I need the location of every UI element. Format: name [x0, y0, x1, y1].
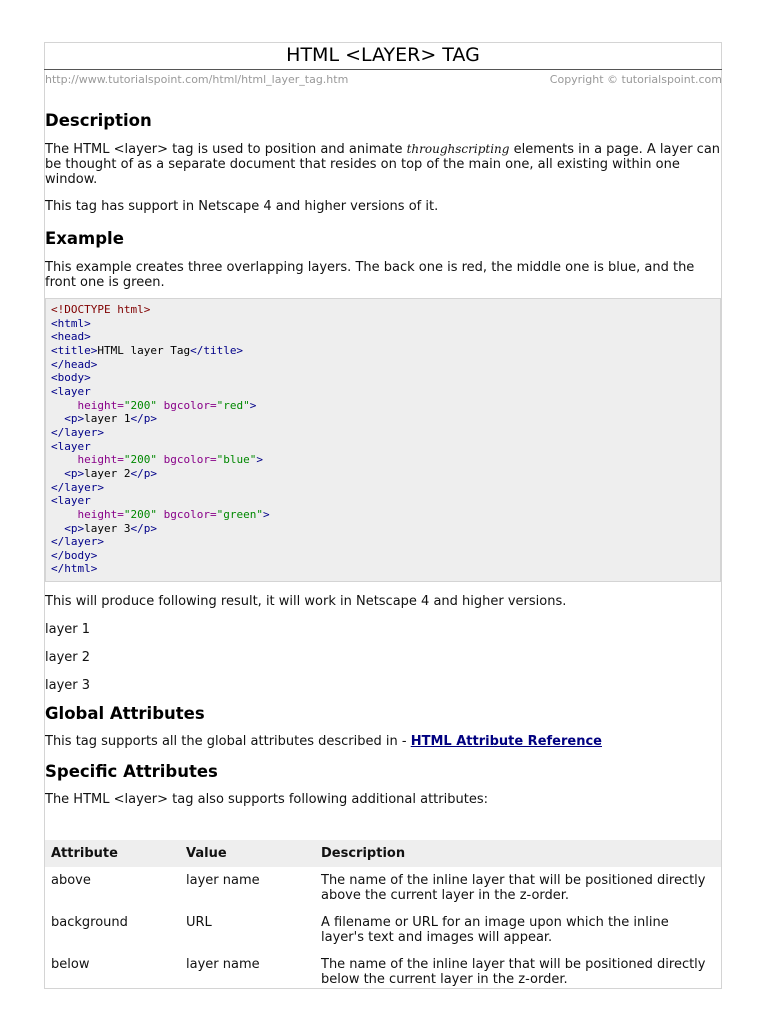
- example-heading: Example: [45, 229, 124, 248]
- cell-description: The name of the inline layer that will be positioned directly above the current layer in the z-order.: [321, 873, 706, 903]
- result-layer-3: layer 3: [45, 678, 91, 693]
- title-bar: [44, 42, 722, 70]
- table-header-row: [45, 840, 721, 867]
- support-note: This tag has support in Netscape 4 and higher versions of it.: [45, 199, 439, 214]
- table-row: [45, 951, 721, 993]
- cell-attribute: below: [51, 957, 90, 972]
- specific-attributes-text: The HTML <layer> tag also supports following additional attributes:: [45, 792, 488, 807]
- cell-attribute: background: [51, 915, 128, 930]
- main-content: [45, 110, 721, 807]
- cell-attribute: above: [51, 873, 91, 888]
- result-note: This will produce following result, it will work in Netscape 4 and higher versions.: [45, 594, 567, 609]
- specific-attributes-heading: Specific Attributes: [45, 762, 218, 781]
- table-row: [45, 867, 721, 909]
- emphasis-term: throughscripting: [406, 142, 510, 156]
- code-block: <!DOCTYPE html> <html> <head> <title>HTML layer Tag</title> </head> <body> <layer height="200" bgcolor="red"> <p>layer 1</p> </layer> <layer height="200" bgcolor="blue"> <p>layer 2</p> </layer> <layer height="200" bgcolor="green"> <p>layer 3</p> </layer> </body> </html>: [45, 298, 721, 582]
- cell-description: The name of the inline layer that will be positioned directly below the current layer in the z-order.: [321, 957, 706, 987]
- cell-value: layer name: [186, 873, 260, 888]
- example-intro: This example creates three overlapping layers. The back one is red, the middle one is blue, and the front one is green.: [45, 260, 695, 290]
- header-attribute: Attribute: [45, 840, 180, 867]
- result-layer-2: layer 2: [45, 650, 91, 665]
- header-description: Description: [315, 840, 721, 867]
- description-paragraph: The HTML <layer> tag is used to position and animate throughscripting elements in a page. A layer can be thought of as a separate document that resides on top of the main one, all existing within one window.: [45, 142, 721, 187]
- global-attributes-heading: Global Attributes: [45, 704, 205, 723]
- page-title: HTML <LAYER> TAG: [286, 44, 480, 66]
- description-heading: Description: [45, 111, 152, 130]
- result-layer-1: layer 1: [45, 622, 91, 637]
- cell-description: A filename or URL for an image upon which the inline layer's text and images will appear.: [321, 915, 669, 945]
- attributes-table: [45, 840, 721, 993]
- page-url[interactable]: http://www.tutorialspoint.com/html/html_layer_tag.htm: [45, 73, 349, 86]
- cell-value: URL: [186, 915, 212, 930]
- table-row: [45, 909, 721, 951]
- header-value: Value: [180, 840, 315, 867]
- cell-value: layer name: [186, 957, 260, 972]
- attribute-reference-link[interactable]: HTML Attribute Reference: [410, 734, 602, 749]
- global-attributes-text: This tag supports all the global attributes described in - HTML Attribute Reference: [45, 734, 602, 749]
- copyright-notice: Copyright © tutorialspoint.com: [549, 73, 722, 86]
